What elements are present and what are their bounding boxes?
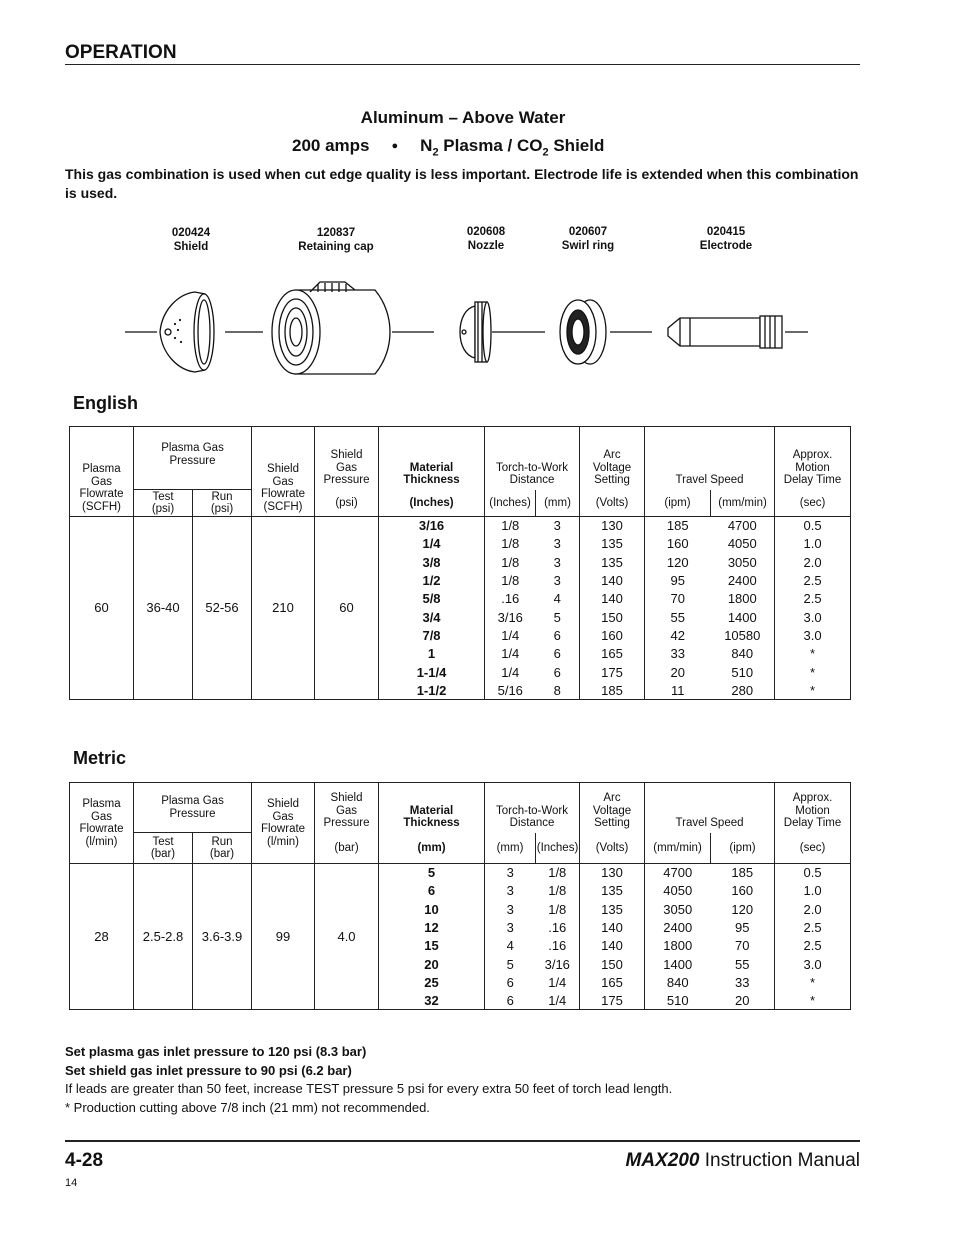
note-shield-pressure: Set shield gas inlet pressure to 90 psi (6.2 bar): [65, 1062, 352, 1078]
table-cell: *: [775, 681, 851, 699]
nozzle-icon: [460, 302, 491, 362]
table-cell: 185: [711, 864, 775, 882]
table-cell: 20: [645, 663, 711, 681]
col-header-arc-voltage: Arc Voltage Setting: [580, 427, 645, 490]
table-cell: 95: [645, 571, 711, 589]
cell-thickness: 3/4: [379, 608, 485, 626]
table-cell: 5: [536, 608, 580, 626]
table-cell: 1/8: [485, 571, 536, 589]
table-cell: 5: [485, 955, 536, 973]
english-table: [69, 426, 851, 700]
gas-label: N: [420, 136, 433, 155]
unit-delay: (sec): [775, 490, 851, 517]
consumables-illustration: [120, 272, 810, 382]
table-cell: *: [775, 645, 851, 663]
unit-material: (mm): [379, 833, 485, 864]
col-header-material: Material Thickness: [379, 783, 485, 833]
unit-arc: (Volts): [580, 833, 645, 864]
table-cell: 120: [645, 553, 711, 571]
col-header-torch-distance: Torch-to-Work Distance: [485, 783, 580, 833]
col-header-material: Material Thickness: [379, 427, 485, 490]
table-cell: 1/4: [485, 626, 536, 644]
table-cell: 2400: [711, 571, 775, 589]
footer-rule: [65, 1140, 860, 1142]
table-cell: 175: [580, 663, 645, 681]
table-cell: 4050: [711, 535, 775, 553]
cell-thickness: 1-1/4: [379, 663, 485, 681]
unit-speed-2: (mm/min): [711, 490, 775, 517]
table-cell: 5/16: [485, 681, 536, 699]
amps-label: 200 amps: [292, 136, 370, 155]
page-number: 4-28: [65, 1150, 104, 1171]
part-label-electrode: 020415 Electrode: [699, 226, 753, 252]
table-cell: 130: [580, 517, 645, 535]
table-cell: 2400: [645, 918, 711, 936]
cell-thickness: 20: [379, 955, 485, 973]
manual-text: Instruction Manual: [699, 1150, 860, 1171]
cell-thickness: 12: [379, 918, 485, 936]
table-cell: 1/8: [536, 882, 580, 900]
table-cell: 1/8: [485, 535, 536, 553]
table-cell: 140: [580, 590, 645, 608]
table-cell: 185: [645, 517, 711, 535]
col-header-plasma-pressure: Plasma Gas Pressure: [134, 783, 252, 833]
col-header-travel-speed: Travel Speed: [645, 783, 775, 833]
table-cell: 3050: [645, 900, 711, 918]
table-cell: 1/8: [536, 864, 580, 882]
unit-torch-2: (mm): [536, 490, 580, 517]
col-header-shield-pressure: Shield Gas Pressure: [315, 427, 379, 490]
table-cell: 1.0: [775, 535, 851, 553]
table-cell: 70: [711, 937, 775, 955]
table-cell: 135: [580, 882, 645, 900]
table-cell: 840: [645, 973, 711, 991]
table-cell: 8: [536, 681, 580, 699]
col-header-test: Test (psi): [134, 490, 193, 517]
table-cell: 33: [645, 645, 711, 663]
bullet-icon: ●: [391, 140, 399, 152]
table-cell: 6: [536, 645, 580, 663]
table-cell: 70: [645, 590, 711, 608]
table-cell: 3050: [711, 553, 775, 571]
notes: [65, 1043, 672, 1118]
table-cell: 130: [580, 864, 645, 882]
section-heading: OPERATION: [65, 42, 177, 63]
cell-thickness: 3/8: [379, 553, 485, 571]
manual-model: MAX200: [625, 1150, 700, 1171]
table-cell: 3: [536, 517, 580, 535]
part-label-swirl-ring: 020607 Swirl ring: [561, 226, 615, 252]
table-cell: 6: [536, 663, 580, 681]
english-heading: English: [73, 393, 139, 413]
col-header-test: Test (bar): [134, 833, 193, 864]
table-cell: 0.5: [775, 864, 851, 882]
unit-speed-1: (mm/min): [645, 833, 711, 864]
table-cell: 140: [580, 571, 645, 589]
col-header-run: Run (bar): [193, 833, 252, 864]
table-cell: 1800: [645, 937, 711, 955]
metric-heading: Metric: [73, 748, 127, 768]
table-cell: *: [775, 973, 851, 991]
table-cell: 55: [711, 955, 775, 973]
cell-thickness: 32: [379, 992, 485, 1010]
col-header-shield-flow: Shield Gas Flowrate (l/min): [252, 783, 315, 864]
col-header-run: Run (psi): [193, 490, 252, 517]
cell-shield-pressure: 60: [315, 517, 379, 700]
table-cell: 280: [711, 681, 775, 699]
table-cell: 95: [711, 918, 775, 936]
cell-thickness: 3/16: [379, 517, 485, 535]
table-cell: 3/16: [536, 955, 580, 973]
table-cell: 1.0: [775, 882, 851, 900]
gas-label: Plasma / CO: [438, 136, 543, 155]
cell-thickness: 1-1/2: [379, 681, 485, 699]
metric-table-body: [70, 864, 851, 1010]
metric-table: [69, 782, 851, 1010]
table-cell: 3: [485, 900, 536, 918]
table-cell: 6: [485, 973, 536, 991]
table-cell: 55: [645, 608, 711, 626]
table-cell: .16: [536, 937, 580, 955]
table-row: [70, 864, 851, 882]
table-cell: 510: [711, 663, 775, 681]
col-header-torch-distance: Torch-to-Work Distance: [485, 427, 580, 490]
table-cell: 6: [485, 992, 536, 1010]
table-cell: 6: [536, 626, 580, 644]
table-cell: *: [775, 663, 851, 681]
cell-run: 3.6-3.9: [193, 864, 252, 1010]
unit-torch-1: (mm): [485, 833, 536, 864]
table-cell: 140: [580, 937, 645, 955]
cell-thickness: 1/4: [379, 535, 485, 553]
intro-paragraph: This gas combination is used when cut edge quality is less important. Electrode life is extended when this combination is used.: [65, 166, 859, 201]
table-cell: 165: [580, 645, 645, 663]
unit-speed-1: (ipm): [645, 490, 711, 517]
table-cell: 2.5: [775, 590, 851, 608]
table-cell: 140: [580, 918, 645, 936]
table-cell: 1800: [711, 590, 775, 608]
col-header-arc-voltage: Arc Voltage Setting: [580, 783, 645, 833]
cell-thickness: 1: [379, 645, 485, 663]
table-cell: 120: [711, 900, 775, 918]
table-cell: 160: [580, 626, 645, 644]
table-cell: 2.5: [775, 918, 851, 936]
cell-plasma-flow: 60: [70, 517, 134, 700]
electrode-icon: [668, 316, 782, 348]
table-cell: 3.0: [775, 608, 851, 626]
page-index: 14: [65, 1177, 78, 1189]
unit-shield-pressure: (psi): [315, 490, 379, 517]
cell-thickness: 7/8: [379, 626, 485, 644]
cell-plasma-flow: 28: [70, 864, 134, 1010]
cell-thickness: 1/2: [379, 571, 485, 589]
unit-arc: (Volts): [580, 490, 645, 517]
english-table-body: [70, 517, 851, 700]
table-cell: 3.0: [775, 626, 851, 644]
cell-thickness: 25: [379, 973, 485, 991]
gas-subscript: 2: [542, 146, 549, 159]
col-header-delay: Approx. Motion Delay Time: [775, 427, 851, 490]
table-cell: 4: [485, 937, 536, 955]
note-lead-length: If leads are greater than 50 feet, increase TEST pressure 5 psi for every extra 50 feet of torch lead length.: [65, 1081, 673, 1097]
table-cell: 33: [711, 973, 775, 991]
col-header-plasma-flow: Plasma Gas Flowrate (l/min): [70, 783, 134, 864]
table-cell: 1/4: [485, 663, 536, 681]
gas-subscript: 2: [432, 146, 439, 159]
table-cell: 1/4: [536, 973, 580, 991]
table-cell: 4700: [711, 517, 775, 535]
page-subtitle: [292, 136, 604, 158]
cell-shield-pressure: 4.0: [315, 864, 379, 1010]
table-cell: 3: [485, 918, 536, 936]
table-cell: 1/8: [536, 900, 580, 918]
page-title: Aluminum – Above Water: [360, 108, 566, 127]
table-cell: 160: [645, 535, 711, 553]
table-cell: 510: [645, 992, 711, 1010]
cell-run: 52-56: [193, 517, 252, 700]
retaining-cap-icon: [272, 282, 390, 374]
table-cell: 135: [580, 553, 645, 571]
col-header-delay: Approx. Motion Delay Time: [775, 783, 851, 833]
table-cell: 135: [580, 900, 645, 918]
part-label-retaining-cap: 120837 Retaining cap: [298, 227, 374, 253]
cell-thickness: 6: [379, 882, 485, 900]
table-cell: 4700: [645, 864, 711, 882]
cell-thickness: 10: [379, 900, 485, 918]
table-cell: 1/8: [485, 553, 536, 571]
table-cell: 3: [536, 553, 580, 571]
cell-thickness: 15: [379, 937, 485, 955]
unit-torch-1: (Inches): [485, 490, 536, 517]
table-cell: 1400: [711, 608, 775, 626]
unit-shield-pressure: (bar): [315, 833, 379, 864]
table-cell: 3.0: [775, 955, 851, 973]
col-header-travel-speed: Travel Speed: [645, 427, 775, 490]
table-cell: 4: [536, 590, 580, 608]
table-cell: 3: [536, 571, 580, 589]
col-header-plasma-pressure: Plasma Gas Pressure: [134, 427, 252, 490]
table-cell: 4050: [645, 882, 711, 900]
unit-delay: (sec): [775, 833, 851, 864]
table-cell: .16: [536, 918, 580, 936]
cell-thickness: 5/8: [379, 590, 485, 608]
table-cell: 42: [645, 626, 711, 644]
col-header-plasma-flow: Plasma Gas Flowrate (SCFH): [70, 427, 134, 517]
table-cell: 10580: [711, 626, 775, 644]
table-cell: 165: [580, 973, 645, 991]
table-cell: 2.0: [775, 900, 851, 918]
cell-test: 2.5-2.8: [134, 864, 193, 1010]
manual-title: [626, 1150, 860, 1172]
table-cell: 3: [536, 535, 580, 553]
table-cell: 3: [485, 864, 536, 882]
table-cell: 135: [580, 535, 645, 553]
cell-shield-flow: 99: [252, 864, 315, 1010]
unit-speed-2: (ipm): [711, 833, 775, 864]
note-production: * Production cutting above 7/8 inch (21 mm) not recommended.: [65, 1100, 430, 1116]
table-cell: 0.5: [775, 517, 851, 535]
table-cell: 840: [711, 645, 775, 663]
table-cell: 3: [485, 882, 536, 900]
table-cell: .16: [485, 590, 536, 608]
unit-material: (Inches): [379, 490, 485, 517]
unit-torch-2: (Inches): [536, 833, 580, 864]
table-cell: 185: [580, 681, 645, 699]
table-cell: 20: [711, 992, 775, 1010]
table-cell: 2.5: [775, 571, 851, 589]
note-plasma-pressure: Set plasma gas inlet pressure to 120 psi (8.3 bar): [65, 1044, 367, 1059]
table-cell: *: [775, 992, 851, 1010]
table-cell: 150: [580, 608, 645, 626]
table-row: [70, 517, 851, 535]
table-cell: 1/8: [485, 517, 536, 535]
part-label-nozzle: 020608 Nozzle: [466, 226, 506, 252]
cell-test: 36-40: [134, 517, 193, 700]
part-label-shield: 020424 Shield: [171, 227, 211, 253]
shield-icon: [160, 292, 214, 372]
col-header-shield-pressure: Shield Gas Pressure: [315, 783, 379, 833]
table-cell: 175: [580, 992, 645, 1010]
swirl-ring-icon: [560, 300, 606, 364]
header-rule: [65, 64, 860, 65]
table-cell: 1/4: [536, 992, 580, 1010]
table-cell: 150: [580, 955, 645, 973]
gas-label: Shield: [548, 136, 605, 155]
table-cell: 1400: [645, 955, 711, 973]
table-cell: 2.0: [775, 553, 851, 571]
col-header-shield-flow: Shield Gas Flowrate (SCFH): [252, 427, 315, 517]
table-cell: 11: [645, 681, 711, 699]
table-cell: 160: [711, 882, 775, 900]
table-cell: 3/16: [485, 608, 536, 626]
table-cell: 1/4: [485, 645, 536, 663]
table-cell: 2.5: [775, 937, 851, 955]
cell-thickness: 5: [379, 864, 485, 882]
cell-shield-flow: 210: [252, 517, 315, 700]
